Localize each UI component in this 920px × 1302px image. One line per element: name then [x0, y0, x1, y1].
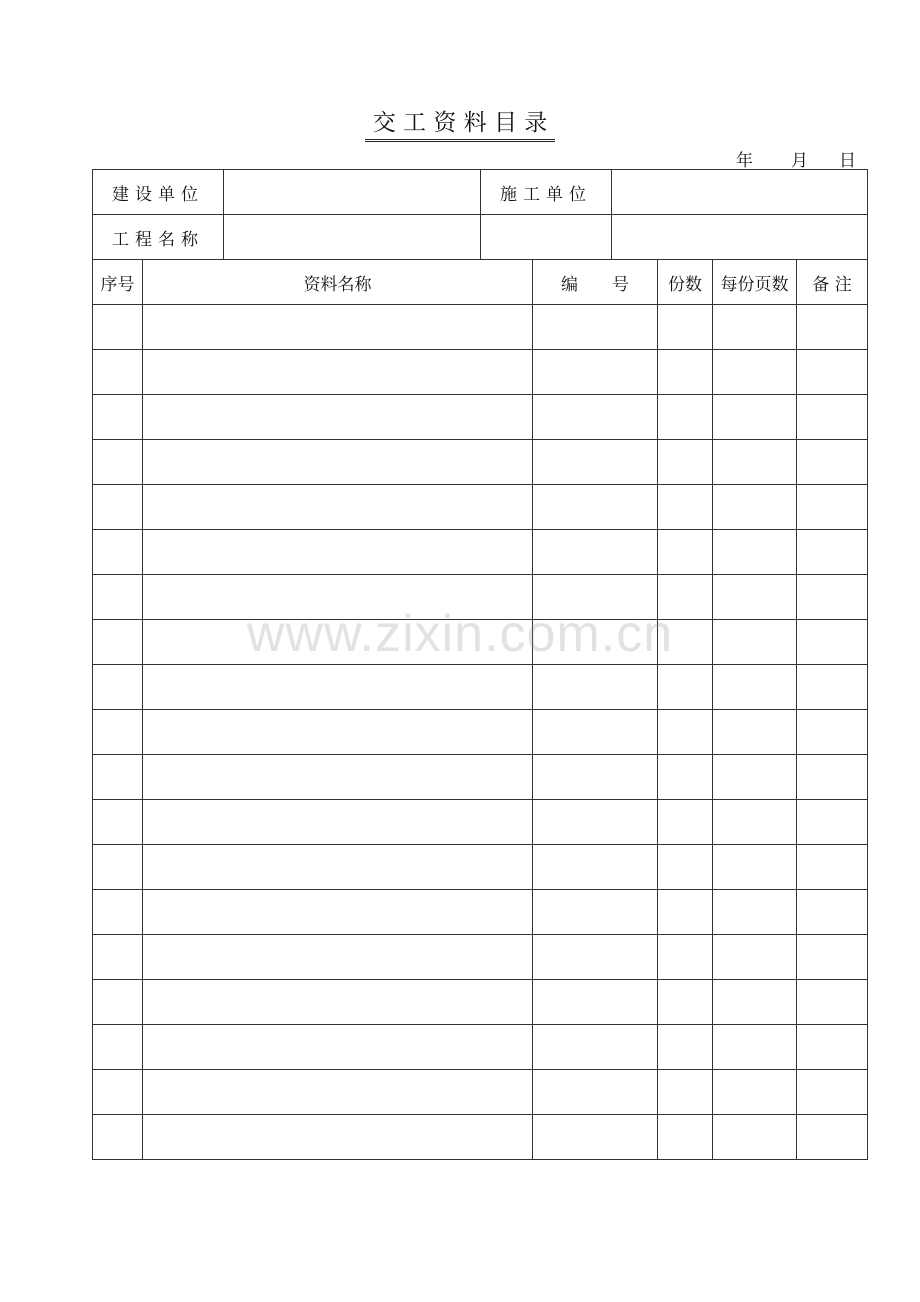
copies-cell[interactable]: [658, 665, 713, 710]
pages-cell[interactable]: [713, 305, 797, 350]
remarks-cell[interactable]: [797, 395, 868, 440]
table-row: [93, 1025, 868, 1070]
remarks-cell[interactable]: [797, 350, 868, 395]
remarks-cell[interactable]: [797, 530, 868, 575]
pages-cell[interactable]: [713, 1115, 797, 1160]
document-name-cell[interactable]: [143, 440, 533, 485]
remarks-cell[interactable]: [797, 485, 868, 530]
document-name-cell[interactable]: [143, 1115, 533, 1160]
date-year-label: 年: [736, 151, 753, 171]
pages-cell[interactable]: [713, 845, 797, 890]
code-cell[interactable]: [533, 755, 658, 800]
project-name-label: 工程名称: [93, 215, 224, 260]
remarks-cell[interactable]: [797, 1115, 868, 1160]
code-cell[interactable]: [533, 440, 658, 485]
pages-cell[interactable]: [713, 350, 797, 395]
index-cell[interactable]: [93, 1070, 143, 1115]
copies-cell[interactable]: [658, 710, 713, 755]
copies-cell[interactable]: [658, 755, 713, 800]
code-cell[interactable]: [533, 1025, 658, 1070]
code-cell[interactable]: [533, 395, 658, 440]
copies-cell[interactable]: [658, 890, 713, 935]
copies-cell[interactable]: [658, 1025, 713, 1070]
copies-cell[interactable]: [658, 845, 713, 890]
project-name-field[interactable]: [224, 215, 481, 260]
column-header-row: [93, 260, 868, 305]
document-name-cell[interactable]: [143, 350, 533, 395]
document-name-cell[interactable]: [143, 1025, 533, 1070]
table-row: [93, 935, 868, 980]
table-row: [93, 305, 868, 350]
document-name-cell[interactable]: [143, 935, 533, 980]
remarks-cell[interactable]: [797, 710, 868, 755]
table-row: [93, 980, 868, 1025]
index-cell[interactable]: [93, 935, 143, 980]
document-name-cell[interactable]: [143, 845, 533, 890]
header-row-units: [93, 170, 868, 215]
code-cell[interactable]: [533, 800, 658, 845]
index-cell[interactable]: [93, 980, 143, 1025]
table-row: [93, 350, 868, 395]
code-cell[interactable]: [533, 305, 658, 350]
table-row: [93, 1115, 868, 1160]
copies-cell[interactable]: [658, 530, 713, 575]
column-header-code: 编 号: [533, 260, 658, 305]
pages-cell[interactable]: [713, 890, 797, 935]
date-line: [0, 146, 920, 171]
remarks-cell[interactable]: [797, 665, 868, 710]
document-name-cell[interactable]: [143, 980, 533, 1025]
copies-cell[interactable]: [658, 1070, 713, 1115]
remarks-cell[interactable]: [797, 935, 868, 980]
document-name-cell[interactable]: [143, 305, 533, 350]
column-header-remarks: 备 注: [797, 260, 868, 305]
index-cell[interactable]: [93, 800, 143, 845]
index-cell[interactable]: [93, 395, 143, 440]
remarks-cell[interactable]: [797, 800, 868, 845]
copies-cell[interactable]: [658, 440, 713, 485]
pages-cell[interactable]: [713, 665, 797, 710]
table-row: [93, 485, 868, 530]
pages-cell[interactable]: [713, 935, 797, 980]
document-name-cell[interactable]: [143, 755, 533, 800]
table-row: [93, 395, 868, 440]
document-name-cell[interactable]: [143, 530, 533, 575]
title-block: [0, 104, 920, 142]
project-name-field-extra[interactable]: [481, 215, 612, 260]
remarks-cell[interactable]: [797, 1070, 868, 1115]
construction-unit-label: 建设单位: [93, 170, 224, 215]
watermark: www.zixin.com.cn: [246, 605, 674, 663]
remarks-cell[interactable]: [797, 845, 868, 890]
index-cell[interactable]: [93, 665, 143, 710]
index-cell[interactable]: [93, 350, 143, 395]
pages-cell[interactable]: [713, 800, 797, 845]
document-name-cell[interactable]: [143, 800, 533, 845]
date-day-label: 日: [839, 151, 856, 171]
code-cell[interactable]: [533, 530, 658, 575]
construction-unit-field[interactable]: [224, 170, 481, 215]
document-name-cell[interactable]: [143, 1070, 533, 1115]
index-cell[interactable]: [93, 305, 143, 350]
code-cell[interactable]: [533, 845, 658, 890]
document-name-cell[interactable]: [143, 890, 533, 935]
copies-cell[interactable]: [658, 350, 713, 395]
table-row: [93, 710, 868, 755]
copies-cell[interactable]: [658, 485, 713, 530]
code-cell[interactable]: [533, 890, 658, 935]
date-month-label: 月: [791, 151, 808, 171]
remarks-cell[interactable]: [797, 755, 868, 800]
code-cell[interactable]: [533, 935, 658, 980]
column-header-document-name: 资料名称: [143, 260, 533, 305]
remarks-cell[interactable]: [797, 305, 868, 350]
copies-cell[interactable]: [658, 800, 713, 845]
contractor-unit-label: 施工单位: [481, 170, 612, 215]
table-row: [93, 530, 868, 575]
code-cell[interactable]: [533, 1070, 658, 1115]
code-cell[interactable]: [533, 350, 658, 395]
copies-cell[interactable]: [658, 305, 713, 350]
pages-cell[interactable]: [713, 530, 797, 575]
index-cell[interactable]: [93, 530, 143, 575]
pages-cell[interactable]: [713, 485, 797, 530]
remarks-cell[interactable]: [797, 980, 868, 1025]
index-cell[interactable]: [93, 1025, 143, 1070]
project-blank-cell[interactable]: [612, 215, 868, 260]
table-row: [93, 665, 868, 710]
table-row: [93, 1070, 868, 1115]
remarks-cell[interactable]: [797, 440, 868, 485]
index-cell[interactable]: [93, 440, 143, 485]
contractor-unit-field[interactable]: [612, 170, 868, 215]
index-cell[interactable]: [93, 1115, 143, 1160]
document-title: 交 工 资 料 目 录: [365, 104, 556, 142]
column-header-pages-per-copy: 每份页数: [713, 260, 797, 305]
code-cell[interactable]: [533, 980, 658, 1025]
table-row: [93, 890, 868, 935]
document-name-cell[interactable]: [143, 395, 533, 440]
table-row: [93, 440, 868, 485]
copies-cell[interactable]: [658, 935, 713, 980]
header-table: [92, 169, 868, 260]
remarks-cell[interactable]: [797, 1025, 868, 1070]
document-name-cell[interactable]: [143, 485, 533, 530]
column-header-index: 序号: [93, 260, 143, 305]
pages-cell[interactable]: [713, 1025, 797, 1070]
document-name-cell[interactable]: [143, 710, 533, 755]
pages-cell[interactable]: [713, 980, 797, 1025]
document-name-cell[interactable]: [143, 665, 533, 710]
pages-cell[interactable]: [713, 440, 797, 485]
index-cell[interactable]: [93, 485, 143, 530]
table-row: [93, 800, 868, 845]
pages-cell[interactable]: [713, 755, 797, 800]
table-row: [93, 845, 868, 890]
index-cell[interactable]: [93, 710, 143, 755]
copies-cell[interactable]: [658, 980, 713, 1025]
copies-cell[interactable]: [658, 395, 713, 440]
pages-cell[interactable]: [713, 710, 797, 755]
remarks-cell[interactable]: [797, 890, 868, 935]
index-cell[interactable]: [93, 845, 143, 890]
code-cell[interactable]: [533, 665, 658, 710]
code-cell[interactable]: [533, 710, 658, 755]
code-cell[interactable]: [533, 485, 658, 530]
catalog-table: [92, 259, 868, 1160]
index-cell[interactable]: [93, 890, 143, 935]
header-row-project: [93, 215, 868, 260]
table-row: [93, 755, 868, 800]
pages-cell[interactable]: [713, 1070, 797, 1115]
index-cell[interactable]: [93, 755, 143, 800]
code-cell[interactable]: [533, 1115, 658, 1160]
table-body: [93, 305, 868, 1160]
column-header-copies: 份数: [658, 260, 713, 305]
copies-cell[interactable]: [658, 1115, 713, 1160]
pages-cell[interactable]: [713, 395, 797, 440]
